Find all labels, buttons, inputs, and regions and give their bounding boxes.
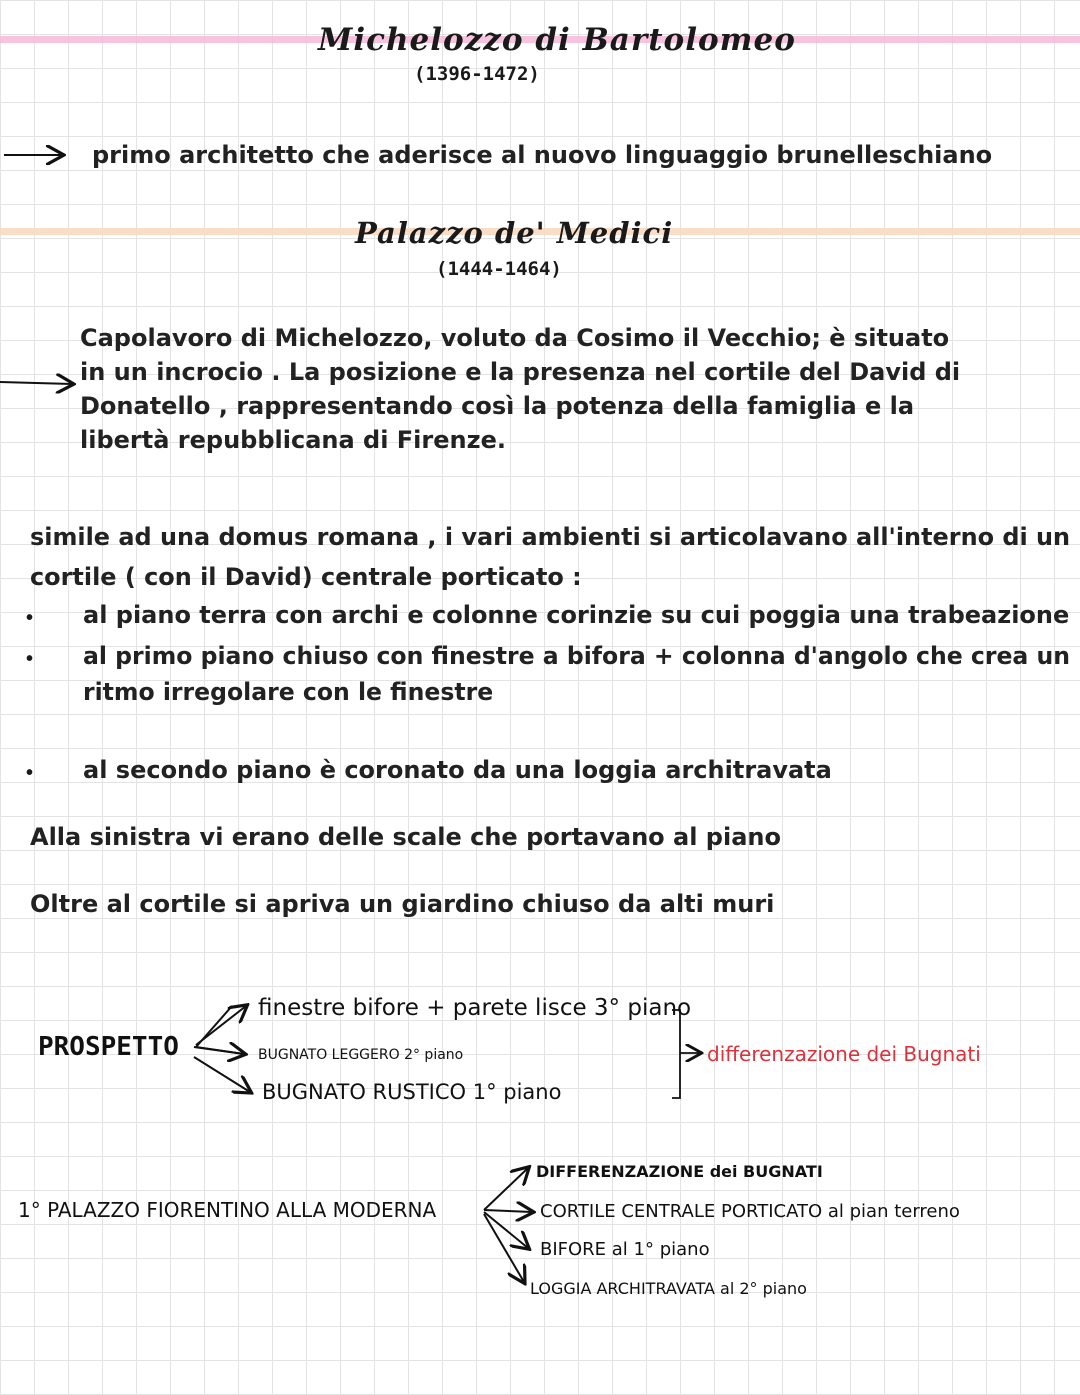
moderna-item: DIFFERENZAZIONE dei BUGNATI (536, 1162, 823, 1181)
bullet-line: al piano terra con archi e colonne corinzie su cui poggia una trabeazione (83, 601, 1070, 629)
paragraph-line: libertà repubblicana di Firenze. (80, 426, 506, 454)
moderna-item: CORTILE CENTRALE PORTICATO al pian terreno (540, 1201, 960, 1222)
page-title: Michelozzo di Bartolomeo (318, 22, 796, 58)
bullet-line: ritmo irregolare con le finestre (83, 678, 494, 706)
title-dates: (1396-1472) (414, 63, 540, 85)
paragraph-line: simile ad una domus romana , i vari ambienti si articolavano all'interno di un (30, 523, 1071, 551)
bracket-icon (672, 1010, 680, 1098)
moderna-item: LOGGIA ARCHITRAVATA al 2° piano (530, 1279, 807, 1298)
bullet-line: al secondo piano è coronato da una loggia architravata (83, 756, 832, 784)
paragraph-line: Donatello , rappresentando così la potenza della famiglia e la (80, 392, 915, 420)
paragraph-arrow-icon (0, 382, 72, 384)
paragraph-line: in un incrocio . La posizione e la presenza nel cortile del David di (80, 358, 961, 386)
moderna-branch-icon (484, 1168, 528, 1210)
intro-text: primo architetto che aderisce al nuovo linguaggio brunelleschiano (92, 141, 993, 169)
prospetto-label: PROSPETTO (38, 1032, 179, 1062)
bullet-dot: • (26, 607, 34, 629)
bullet-dot: • (26, 762, 34, 784)
note-scale: Alla sinistra vi erano delle scale che portavano al piano (30, 823, 781, 851)
moderna-item: BIFORE al 1° piano (540, 1239, 710, 1260)
prospetto-summary: differenzazione dei Bugnati (707, 1042, 981, 1066)
prospetto-item: finestre bifore + parete lisce 3° piano (258, 995, 692, 1021)
paragraph-line: Capolavoro di Michelozzo, voluto da Cosimo il Vecchio; è situato (80, 324, 950, 352)
bullet-line: al primo piano chiuso con finestre a bifora + colonna d'angolo che crea un (83, 642, 1071, 670)
prospetto-item: BUGNATO LEGGERO 2° piano (258, 1047, 464, 1063)
prospetto-item: BUGNATO RUSTICO 1° piano (262, 1080, 562, 1104)
moderna-label: 1° PALAZZO FIORENTINO ALLA MODERNA (18, 1198, 437, 1222)
paragraph-line: cortile ( con il David) centrale porticato : (30, 563, 582, 591)
section-title: Palazzo de' Medici (355, 216, 674, 250)
note-giardino: Oltre al cortile si apriva un giardino chiuso da alti muri (30, 890, 775, 918)
section-dates: (1444-1464) (436, 258, 562, 280)
bullet-dot: • (26, 648, 34, 670)
